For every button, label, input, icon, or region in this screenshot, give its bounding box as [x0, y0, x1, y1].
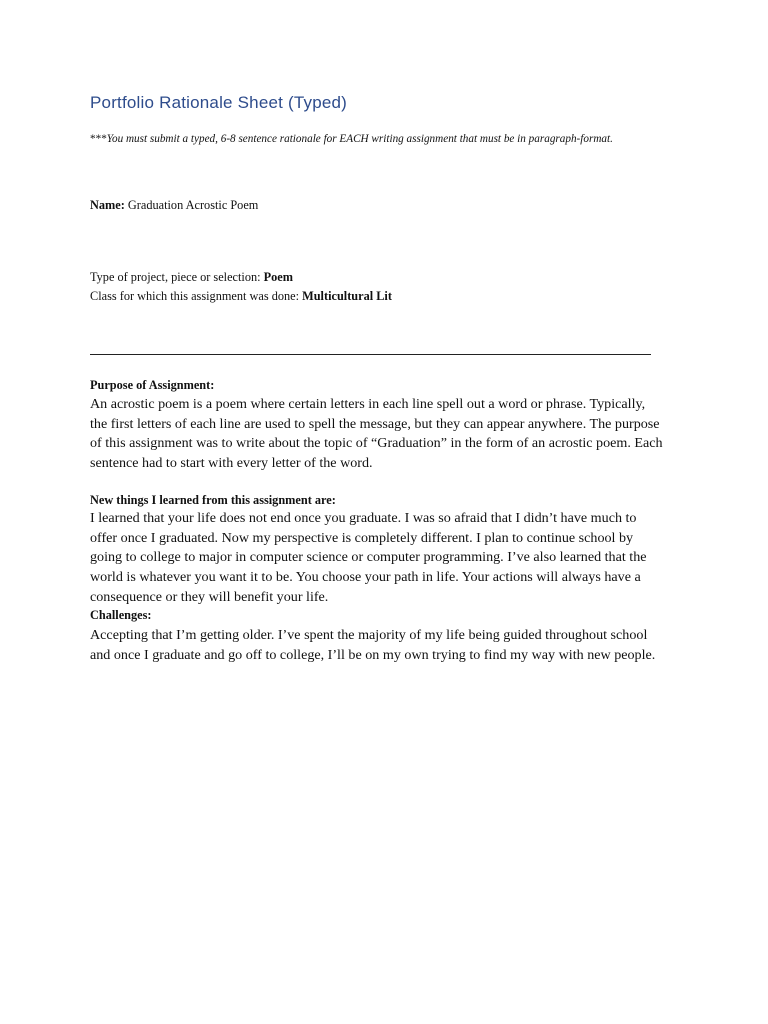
purpose-paragraph: [90, 395, 690, 474]
challenges-paragraph: [90, 626, 690, 665]
class-value: Multicultural Lit: [302, 289, 392, 303]
paragraph-line: of this assignment was to write about the topic of “Graduation” in the form of an acrostic poem. Each: [90, 435, 663, 452]
learned-paragraph: [90, 509, 690, 608]
divider-line: [90, 354, 651, 355]
paragraph-line: world is whatever you want it to be. You choose your path in life. Your actions will always have a: [90, 569, 641, 586]
instruction-stars: ***: [90, 133, 107, 145]
paragraph-line: offer once I graduated. Now my perspective is completely different. I plan to continue school by: [90, 529, 634, 546]
paragraph-line: and once I graduate and go off to college, I’ll be on my own trying to find my way with new people.: [90, 646, 656, 663]
paragraph-line: An acrostic poem is a poem where certain letters in each line spell out a word or phrase. Typically,: [90, 396, 646, 412]
project-type-value: Poem: [263, 270, 293, 284]
class-label: Class for which this assignment was done:: [90, 289, 303, 303]
paragraph-line: consequence or they will benefit your life.: [90, 588, 329, 605]
challenges-heading: Challenges:: [90, 608, 152, 622]
purpose-heading: Purpose of Assignment:: [90, 378, 215, 392]
instruction-text: You must submit a typed, 6-8 sentence rationale for EACH writing assignment that must be in paragraph-format.: [106, 133, 613, 145]
project-type-label: Type of project, piece or selection:: [90, 270, 264, 284]
paragraph-line: going to college to major in computer science or computer programming. I’ve also learned that the: [90, 549, 647, 566]
paragraph-line: sentence had to start with every letter of the word.: [90, 455, 373, 472]
name-value: Graduation Acrostic Poem: [124, 198, 259, 212]
class-line: [90, 289, 392, 304]
document-title: Portfolio Rationale Sheet (Typed): [90, 93, 348, 112]
name-line: [90, 198, 258, 213]
name-label: Name:: [90, 198, 125, 212]
learned-heading: New things I learned from this assignment are:: [90, 493, 336, 507]
paragraph-line: I learned that your life does not end once you graduate. I was so afraid that I didn’t have much to: [90, 510, 637, 526]
paragraph-line: the first letters of each line are used to spell the message, but they can appear anywhere. The purpose: [90, 415, 660, 432]
paragraph-line: Accepting that I’m getting older. I’ve spent the majority of my life being guided throughout school: [90, 627, 648, 643]
project-type-line: [90, 270, 293, 285]
instruction-note: [90, 133, 613, 145]
